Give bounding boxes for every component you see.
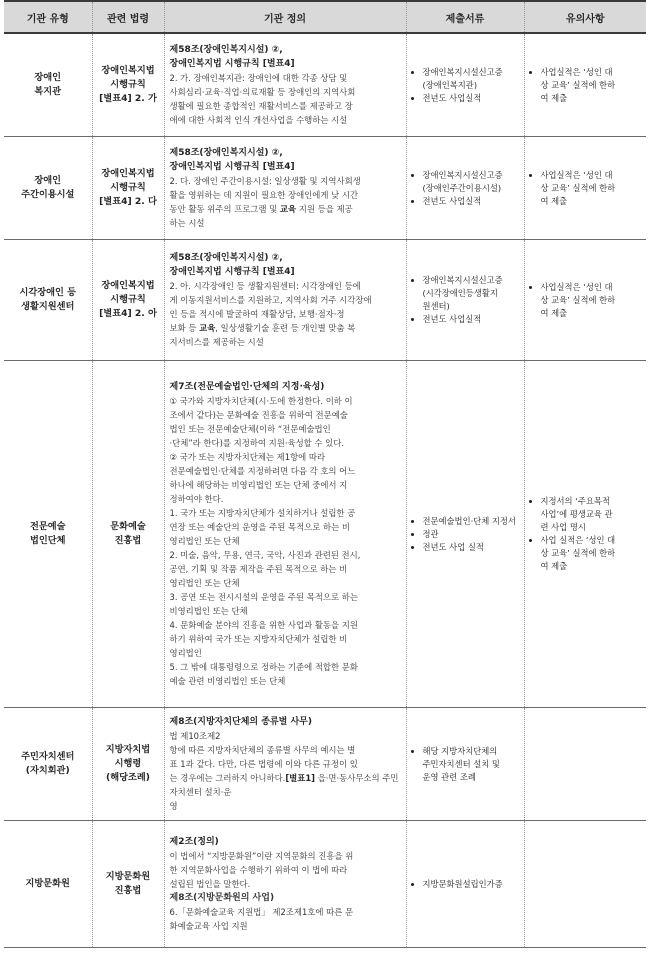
documents-list	[411, 169, 520, 208]
definition-line: 사회심리·교육·직업·의료재활 등 장애인의 지역사회	[169, 87, 356, 97]
documents-list	[411, 878, 520, 891]
definition-line: 애에 대한 사회적 인식 개선사업을 수행하는 시설	[169, 115, 348, 125]
related-law: 장애인복지법 시행규칙 [별표4] 2. 가	[92, 33, 164, 137]
notes-list	[529, 281, 643, 320]
document-item: • 장애인복지시설신고증 (장애인복지관)	[423, 66, 520, 92]
definition-line: 법인 또는 전문예술단체(이하 “전문예술법인	[169, 424, 331, 434]
definition-line: 인 등을 적시에 발굴하여 재활상담, 보행·점자·정	[169, 309, 345, 319]
emphasis: 교육	[279, 204, 297, 214]
definition-body	[170, 729, 401, 813]
definition-line: 2. 미술, 음악, 무용, 연극, 국악, 사진과 관련된 전시,	[169, 550, 361, 560]
definition-line: ① 국가와 지방자치단체(시·도에 한정한다. 이하 이	[169, 396, 353, 406]
header-definition: 기관 정의	[164, 1, 406, 33]
definition-body	[170, 279, 401, 349]
notes	[524, 33, 646, 137]
definition-line: 조에서 같다)는 문화예술 진흥을 위하여 전문예술	[169, 410, 348, 420]
definition	[164, 33, 406, 137]
notes-list	[529, 495, 643, 573]
notes	[524, 137, 646, 240]
table-row	[4, 708, 646, 821]
definition-line: 4. 문화예술 분야의 진흥을 위한 사업과 활동을 지원	[169, 620, 358, 630]
definition-line: 공연, 기획 및 작품 제작을 주된 목적으로 하는 비	[169, 564, 348, 574]
definition-line: 영리법인 또는 단체	[169, 536, 240, 546]
definition-line: ·단체”라 한다)를 지정하여 지원·육성할 수 있다.	[169, 438, 345, 448]
definition-line: 화예술교육 사업 지원	[169, 921, 248, 931]
definition-line: 게 이동지원서비스를 지원하고, 지역사회 거주 시각장애	[169, 295, 372, 305]
definition-line: ② 국가 또는 지방자치단체는 제1항에 따라	[169, 452, 326, 462]
definition-body	[170, 71, 401, 127]
definition-line: 예술 관련 비영리법인 또는 단체	[169, 676, 286, 686]
header-documents: 제출서류	[406, 1, 524, 33]
emphasis: [별표1]	[285, 773, 315, 783]
definition-heading: 제58조(장애인복지시설) ②,	[169, 253, 283, 263]
definition-line: 설립된 법인을 말한다.	[169, 879, 251, 889]
definition-line: 영리법인 또는 단체	[169, 578, 240, 588]
definition-body	[170, 849, 401, 933]
notes-list	[529, 66, 643, 105]
institution-type: 시각장애인 등 생활지원센터	[4, 240, 92, 361]
definition	[164, 240, 406, 361]
note-item: • 지정서의 ‘주요목적 사업’에 평생교육 관 련 사업 명시	[541, 495, 643, 534]
definition-heading: 장애인복지법 시행규칙 [별표4]	[169, 267, 295, 277]
table-row	[4, 821, 646, 948]
definition-heading: 제7조(전문예술법인·단체의 지정·육성)	[169, 382, 325, 392]
document-item: • 장애인복지시설신고증 (장애인주간이용시설)	[423, 169, 520, 195]
header-notes: 유의사항	[524, 1, 646, 33]
document-item: • 전년도 사업실적	[423, 92, 520, 105]
definition-line: 는 경우에는 그러하지 아니하다.[별표1] 읍·면·동사무소의 주민자치센터 설치·운	[169, 773, 399, 797]
definition-line: 정하여야 한다.	[169, 494, 224, 504]
document-item: • 전년도 사업 실적	[423, 541, 520, 554]
related-law: 지방자치법 시행령 (해당조례)	[92, 708, 164, 821]
document-item: • 전문예술법인·단체 지정서	[423, 515, 520, 528]
definition-heading: 장애인복지법 시행규칙 [별표4]	[169, 162, 295, 172]
documents-list	[411, 274, 520, 326]
related-law: 문화예술 진흥법	[92, 361, 164, 708]
definition-line: 3. 공연 또는 전시시설의 운영을 주된 목적으로 하는	[169, 592, 358, 602]
definition-line: 항에 따른 지방자치단체의 종류별 사무의 예시는 별	[169, 745, 356, 755]
institution-type: 주민자치센터 (자치회관)	[4, 708, 92, 821]
definition-line: 법 제10조제2	[169, 731, 221, 741]
emphasis: 교육	[199, 323, 216, 333]
table-row	[4, 361, 646, 708]
note-item: • 사업 실적은 ‘성인 대 상 교육’ 실적에 한하 여 제출	[541, 534, 643, 573]
definition-line: 활을 영위하는 데 지원이 필요한 장애인에게 낮 시간	[169, 190, 359, 200]
definition	[164, 708, 406, 821]
required-documents	[406, 821, 524, 948]
definition-heading: 제2조(정의)	[169, 837, 219, 847]
document-item: • 전년도 사업실적	[423, 195, 520, 208]
related-law: 장애인복지법 시행규칙 [별표4] 2. 아	[92, 240, 164, 361]
table-row	[4, 33, 646, 137]
document-item: • 전년도 사업실적	[423, 313, 520, 326]
definition-line: 영리법인	[169, 648, 202, 658]
document-item: • 정관	[423, 528, 520, 541]
required-documents	[406, 708, 524, 821]
definition-heading: 제8조(지방자치단체의 종류별 사무)	[169, 717, 312, 727]
note-item: • 사업실적은 ‘성인 대 상 교육’ 실적에 한하 여 제출	[541, 281, 643, 320]
definition-line: 2. 다. 장애인 주간이용시설: 일상생활 및 지역사회생	[169, 176, 361, 186]
document-item: • 지방문화원설립인가증	[423, 878, 520, 891]
definition-line: 하는 시설	[169, 218, 205, 228]
required-documents	[406, 137, 524, 240]
definition-line: 영	[169, 801, 178, 811]
documents-list	[411, 745, 520, 784]
definition-line: 2. 가. 장애인복지관: 장애인에 대한 각종 상담 및	[169, 73, 348, 83]
related-law: 지방문화원 진흥법	[92, 821, 164, 948]
notes-list	[529, 169, 643, 208]
definition-line: 표 1과 같다. 다만, 다른 법령에 이와 다른 규정이 있	[169, 759, 358, 769]
related-law: 장애인복지법 시행규칙 [별표4] 2. 다	[92, 137, 164, 240]
definition-heading: 제58조(장애인복지시설) ②,	[169, 148, 283, 158]
definition-line: 이 법에서 “지방문화원”이란 지역문화의 진흥을 위	[169, 851, 354, 861]
definition-body	[170, 174, 401, 230]
definition-heading: 장애인복지법 시행규칙 [별표4]	[169, 59, 295, 69]
definition-line: 생활에 필요한 종합적인 재활서비스를 제공하고 장	[169, 101, 353, 111]
document-item: • 해당 지방자치단체의 주민자치센터 설치 및 운영 관련 조례	[423, 745, 520, 784]
definition-heading: 제8조(지방문화원의 사업)	[169, 893, 275, 903]
definition-body	[170, 394, 401, 688]
definition-line: 연장 또는 예술단의 운영을 주된 목적으로 하는 비	[169, 522, 350, 532]
institution-type: 전문예술 법인단체	[4, 361, 92, 708]
definition-line: 비영리법인 또는 단체	[169, 606, 248, 616]
definition	[164, 137, 406, 240]
header-row	[4, 1, 646, 33]
required-documents	[406, 240, 524, 361]
institution-type: 지방문화원	[4, 821, 92, 948]
definition-line: 5. 그 밖에 대통령령으로 정하는 기준에 적합한 문화	[169, 662, 358, 672]
definition-line: 2. 아. 시각장애인 등 생활지원센터: 시각장애인 등에	[169, 281, 361, 291]
definition	[164, 361, 406, 708]
required-documents	[406, 33, 524, 137]
definition-line: 지서비스를 제공하는 시설	[169, 337, 264, 347]
documents-list	[411, 66, 520, 105]
table-row	[4, 240, 646, 361]
required-documents	[406, 361, 524, 708]
definition	[164, 821, 406, 948]
notes	[524, 240, 646, 361]
notes	[524, 708, 646, 821]
definition-line: 동안 활동 위주의 프로그램 및 교육 지원 등을 제공	[169, 204, 353, 214]
institution-table	[4, 0, 646, 948]
document-item: • 장애인복지시설신고증 (시각장애인등생활지 원센터)	[423, 274, 520, 313]
institution-type: 장애인 주간이용시설	[4, 137, 92, 240]
notes	[524, 361, 646, 708]
documents-list	[411, 515, 520, 554]
definition-line: 1. 국가 또는 지방자치단체가 설치하거나 설립한 공	[169, 508, 356, 518]
header-law: 관련 법령	[92, 1, 164, 33]
note-item: • 사업실적은 ‘성인 대 상 교육’ 실적에 한하 여 제출	[541, 169, 643, 208]
header-type: 기관 유형	[4, 1, 92, 33]
definition-line: 하나에 해당하는 비영리법인 또는 단체 중에서 지	[169, 480, 348, 490]
definition-line: 전문예술법인·단체를 지정하려면 다음 각 호의 어느	[169, 466, 356, 476]
definition-line: 6.「문화예술교육 지원법」 제2조제1호에 따른 문	[169, 907, 354, 917]
institution-type: 장애인 복지관	[4, 33, 92, 137]
definition-heading: 제58조(장애인복지시설) ②,	[169, 45, 283, 55]
definition-line: 보화 등 교육, 일상생활기술 훈련 등 개인별 맞춤 복	[169, 323, 356, 333]
table-row	[4, 137, 646, 240]
definition-line: 한 지역문화사업을 수행하기 위하여 이 법에 따라	[169, 865, 348, 875]
note-item: • 사업실적은 ‘성인 대 상 교육’ 실적에 한하 여 제출	[541, 66, 643, 105]
notes	[524, 821, 646, 948]
definition-line: 하기 위하여 국가 또는 지방자치단체가 설립한 비	[169, 634, 348, 644]
